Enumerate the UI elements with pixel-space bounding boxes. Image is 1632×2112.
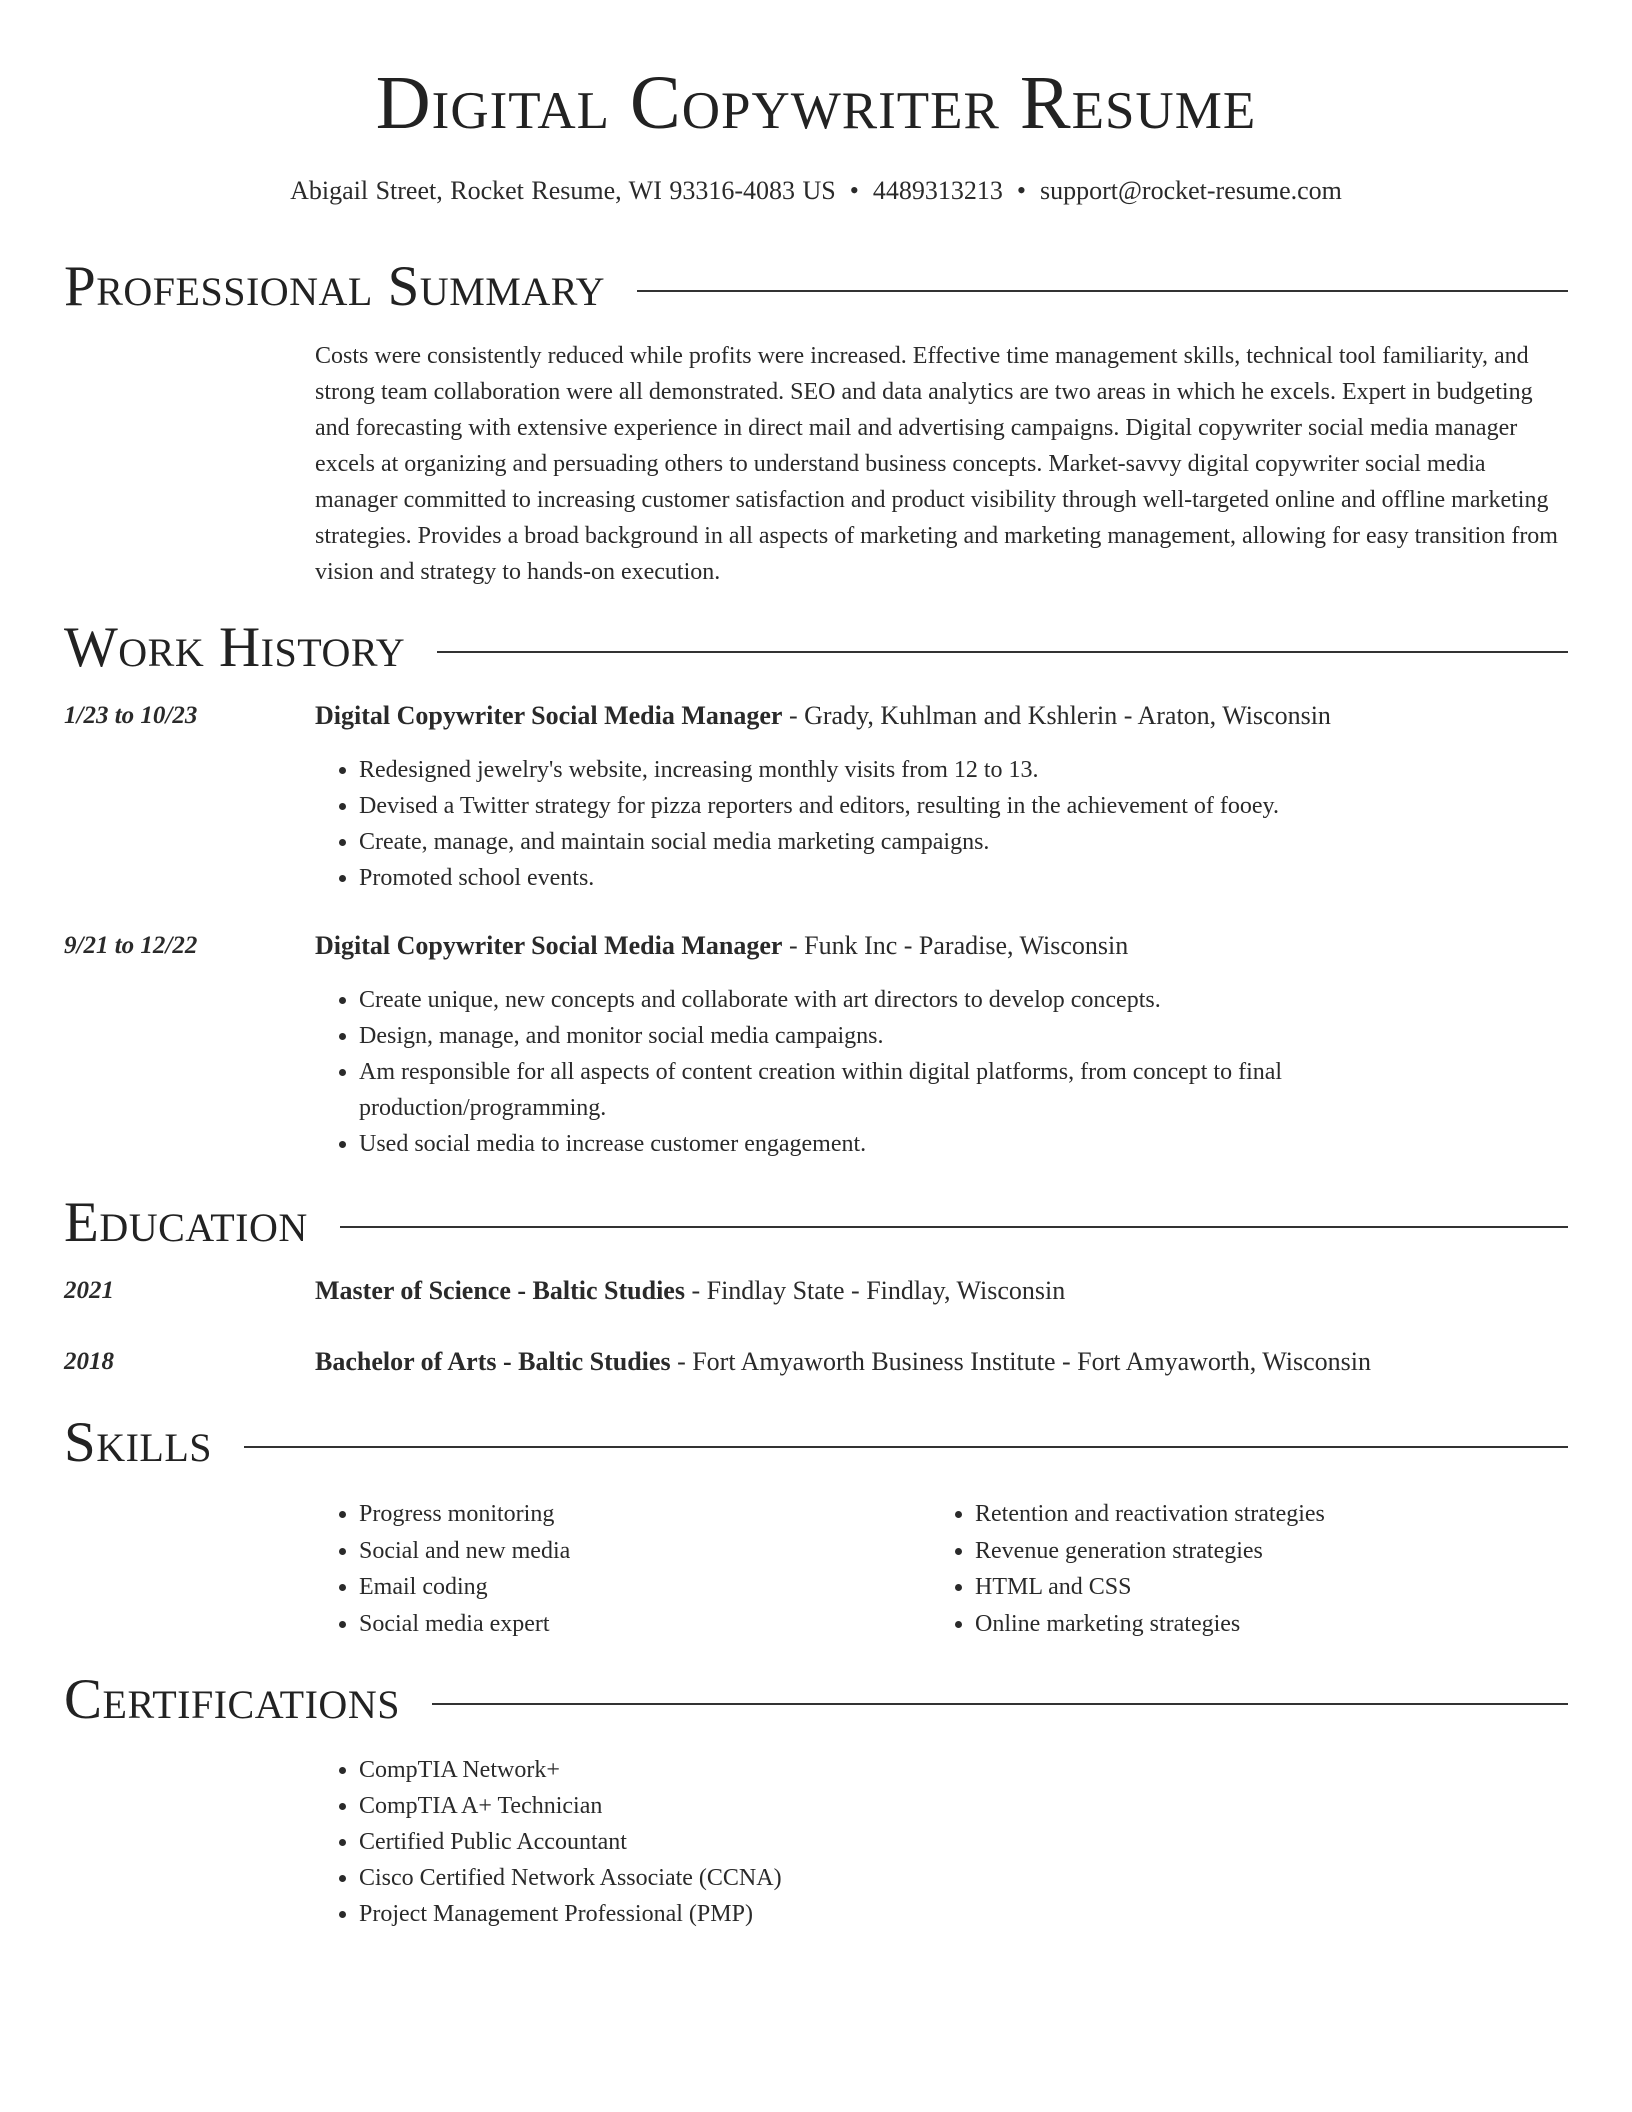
education-year: 2018 [64,1348,114,1375]
list-item: • Design, manage, and monitor social media campaigns. [359,1018,1399,1054]
skills-list-right [931,1496,1575,1642]
work-title-line [315,929,1568,963]
list-item: • Progress monitoring [359,1496,919,1533]
certifications-list [315,1752,1259,1932]
work-job-title: Digital Copywriter Social Media Manager [315,931,783,960]
skills-list-left [315,1496,919,1642]
list-item: • CompTIA A+ Technician [359,1788,1259,1824]
list-item: • Certified Public Accountant [359,1824,1259,1860]
section-title-summary: Professional Summary [64,255,606,318]
education-line [315,1345,1568,1379]
list-item: • Create unique, new concepts and collaborate with art directors to develop concepts. [359,982,1399,1018]
work-job-title: Digital Copywriter Social Media Manager [315,701,783,730]
education-degree: Bachelor of Arts - Baltic Studies [315,1347,671,1376]
education-line [315,1274,1568,1308]
summary-text: Costs were consistently reduced while profits were increased. Effective time management skills, technical tool familiarity, and strong team collaboration were all demonstrated. SEO and data analytics are two areas in which he excels. Expert in budgeting and forecasting with extensive experience in direct mail and advertising campaigns. Digital copywriter social media manager excels at organizing and persuading others to understand business concepts. Market-savvy digital copywriter social media manager committed to increasing customer satisfaction and product visibility through well-targeted online and offline marketing strategies. Provides a broad background in all aspects of marketing and marketing management, allowing for easy transition from vision and strategy to hands-on execution. [315,343,1558,585]
section-title-work: Work History [64,616,406,679]
section-divider [244,1446,1568,1448]
section-header-education [64,1188,1568,1258]
resume-title: Digital Copywriter Resume [375,61,1257,145]
section-title-education: Education [64,1191,308,1254]
section-title-skills: Skills [64,1411,213,1474]
list-item: • Retention and reactivation strategies [975,1496,1575,1533]
list-item: • Project Management Professional (PMP) [359,1896,1259,1932]
section-header-summary [64,252,1568,322]
section-divider [432,1703,1568,1705]
contact-line [0,174,1632,208]
list-item: • Email coding [359,1569,919,1606]
section-header-skills [64,1408,1568,1478]
work-employer: - Grady, Kuhlman and Kshlerin - Araton, Wisconsin [782,701,1331,730]
list-item: • HTML and CSS [975,1569,1575,1606]
list-item: • Social and new media [359,1533,919,1570]
contact-address: Abigail Street, Rocket Resume, WI 93316-4083 US [290,176,836,205]
section-divider [437,651,1568,653]
work-bullets [315,752,1568,896]
work-title-line [315,699,1568,733]
contact-email: support@rocket-resume.com [1039,176,1342,205]
list-item: • Revenue generation strategies [975,1533,1575,1570]
contact-separator: • [849,176,859,205]
section-divider [340,1226,1568,1228]
list-item: • Online marketing strategies [975,1606,1575,1643]
list-item: • Am responsible for all aspects of content creation within digital platforms, from concept to final production/programming. [359,1054,1399,1126]
list-item: • Redesigned jewelry's website, increasing monthly visits from 12 to 13. [359,752,1568,788]
education-school: - Fort Amyaworth Business Institute - Fort Amyaworth, Wisconsin [670,1347,1372,1376]
section-divider [637,290,1568,292]
work-employer: - Funk Inc - Paradise, Wisconsin [782,931,1129,960]
education-school: - Findlay State - Findlay, Wisconsin [684,1276,1066,1305]
list-item: • CompTIA Network+ [359,1752,1259,1788]
section-header-work [64,613,1568,683]
list-item: • Promoted school events. [359,860,1568,896]
education-year: 2021 [64,1277,114,1304]
section-header-certifications [64,1665,1568,1735]
section-title-certifications: Certifications [64,1668,400,1731]
work-dates: 9/21 to 12/22 [64,932,198,959]
list-item: • Used social media to increase customer engagement. [359,1126,1399,1162]
work-bullets [315,982,1399,1162]
list-item: • Create, manage, and maintain social media marketing campaigns. [359,824,1568,860]
work-dates: 1/23 to 10/23 [64,702,198,729]
education-degree: Master of Science - Baltic Studies [315,1276,685,1305]
list-item: • Devised a Twitter strategy for pizza reporters and editors, resulting in the achievement of fooey. [359,788,1568,824]
list-item: • Social media expert [359,1606,919,1643]
contact-separator: • [1016,176,1026,205]
contact-phone: 4489313213 [872,176,1003,205]
list-item: • Cisco Certified Network Associate (CCNA) [359,1860,1259,1896]
